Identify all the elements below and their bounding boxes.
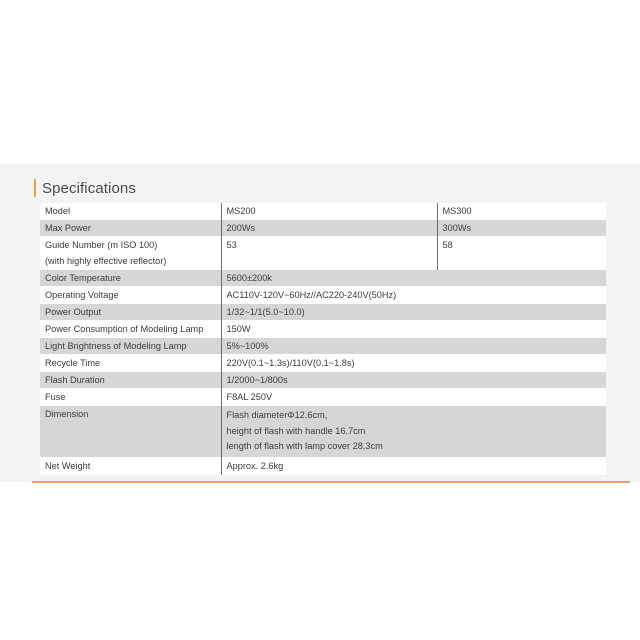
row-value: 1/32~1/1(5.0~10.0) bbox=[221, 304, 606, 321]
row-label: Light Brightness of Modeling Lamp bbox=[40, 338, 221, 355]
section-title: Specifications bbox=[42, 179, 136, 197]
row-label: Flash Duration bbox=[40, 372, 221, 389]
table-row-net-weight bbox=[40, 457, 606, 474]
table-row-operating-voltage bbox=[40, 287, 606, 304]
model-ms200: MS200 bbox=[221, 203, 437, 220]
table-row-recycle-time bbox=[40, 355, 606, 372]
row-label: Power Output bbox=[40, 304, 221, 321]
row-label: Max Power bbox=[40, 220, 221, 237]
section-header bbox=[34, 177, 136, 199]
max-power-ms200: 200Ws bbox=[221, 220, 437, 237]
bottom-divider bbox=[32, 481, 630, 483]
dimension-line: height of flash with handle 16.7cm bbox=[226, 425, 366, 436]
dimension-line: length of flash with lamp cover 28.3cm bbox=[226, 441, 383, 451]
row-value: 1/2000~1/800s bbox=[221, 372, 606, 389]
row-label: Fuse bbox=[40, 389, 221, 406]
guide-number-ms200: 53 bbox=[221, 237, 437, 270]
row-value bbox=[221, 406, 606, 458]
table-row-flash-duration bbox=[40, 372, 606, 389]
row-value: 150W bbox=[221, 321, 606, 338]
row-label: Operating Voltage bbox=[40, 287, 221, 304]
specs-table bbox=[40, 203, 606, 475]
title-accent-bar bbox=[34, 179, 36, 197]
row-value: 220V(0.1~1.3s)/110V(0.1~1.8s) bbox=[221, 355, 606, 372]
row-label-line: (with highly effective reflector) bbox=[45, 256, 167, 266]
row-value: Approx. 2.6kg bbox=[221, 457, 606, 474]
row-value: F8AL 250V bbox=[221, 389, 606, 406]
row-label: Dimension bbox=[40, 406, 221, 458]
model-ms300: MS300 bbox=[437, 203, 606, 220]
table-row-power-output bbox=[40, 304, 606, 321]
table-row-max-power bbox=[40, 220, 606, 237]
row-value: 5%~100% bbox=[221, 338, 606, 355]
table-row-modeling-lamp-brightness bbox=[40, 338, 606, 355]
table-row-color-temperature bbox=[40, 270, 606, 287]
row-value: 5600±200k bbox=[221, 270, 606, 287]
table-row-fuse bbox=[40, 389, 606, 406]
table-row-modeling-lamp-power bbox=[40, 321, 606, 338]
table-row-guide-number bbox=[40, 237, 606, 270]
row-label: Recycle Time bbox=[40, 355, 221, 372]
guide-number-ms300: 58 bbox=[437, 237, 606, 270]
row-value: AC110V-120V~60Hz//AC220-240V(50Hz) bbox=[221, 287, 606, 304]
table-row-dimension bbox=[40, 406, 606, 458]
table-row-model bbox=[40, 203, 606, 220]
row-label: Color Temperature bbox=[40, 270, 221, 287]
row-label-line: Guide Number (m ISO 100) bbox=[45, 240, 158, 250]
max-power-ms300: 300Ws bbox=[437, 220, 606, 237]
dimension-line: Flash diameterΦ12.6cm, bbox=[226, 410, 328, 420]
row-label: Model bbox=[40, 203, 221, 220]
row-label bbox=[40, 237, 221, 270]
row-label: Net Weight bbox=[40, 457, 221, 474]
row-label: Power Consumption of Modeling Lamp bbox=[40, 321, 221, 338]
